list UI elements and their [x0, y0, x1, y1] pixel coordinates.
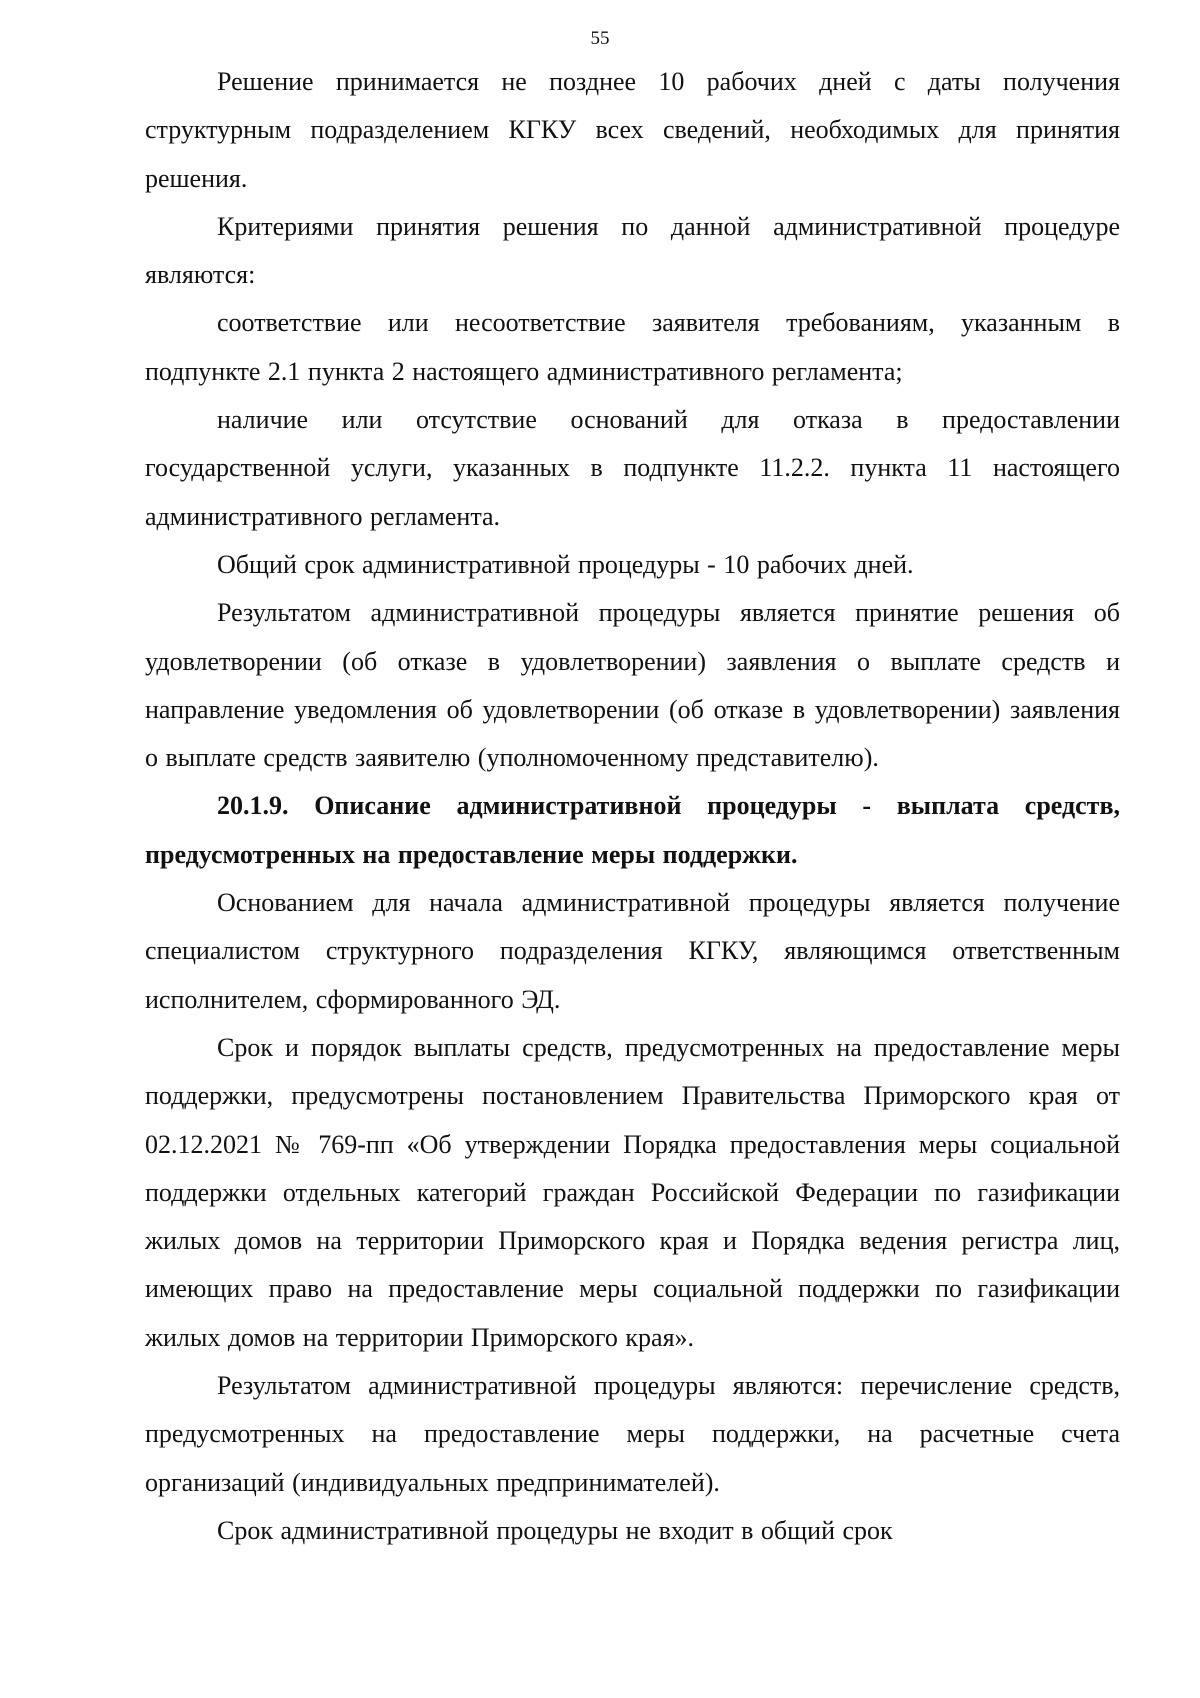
- section-heading-20-1-9: 20.1.9. Описание административной процедуры - выплата средств, предусмотренных на предоставление меры поддержки.: [145, 791, 1120, 869]
- page-number: 55: [590, 28, 610, 49]
- paragraph-procedure-basis: Основанием для начала административной процедуры является получение специалистом структурного подразделения КГКУ, являющимся ответственным исполнителем, сформированного ЭД.: [145, 888, 1120, 1014]
- paragraph-criteria-refusal-grounds: наличие или отсутствие оснований для отказа в предоставлении государственной услуги, указанных в подпункте 11.2.2. пункта 11 настоящего административного регламента.: [145, 405, 1120, 531]
- document-body: [145, 58, 1120, 1555]
- paragraph-total-term: Общий срок административной процедуры - 10 рабочих дней.: [217, 549, 914, 579]
- paragraph-criteria-compliance: соответствие или несоответствие заявителя требованиям, указанным в подпункте 2.1 пункта 2 настоящего административного регламента;: [145, 308, 1120, 386]
- paragraph-procedure-term: Срок административной процедуры не входит в общий срок: [217, 1515, 893, 1545]
- paragraph-decision-deadline: Решение принимается не позднее 10 рабочих дней с даты получения структурным подразделением КГКУ всех сведений, необходимых для принятия решения.: [145, 67, 1120, 193]
- paragraph-payment-result: Результатом административной процедуры являются: перечисление средств, предусмотренных на предоставление меры поддержки, на расчетные счета организаций (индивидуальных предпринимателей).: [145, 1371, 1120, 1497]
- paragraph-procedure-result: Результатом административной процедуры является принятие решения об удовлетворении (об отказе в удовлетворении) заявления о выплате средств и направление уведомления об удовлетворении (об отказе в удовлетворении) заявления о выплате средств заявителю (уполномоченному представителю).: [145, 598, 1120, 773]
- paragraph-criteria-intro: Критериями принятия решения по данной административной процедуре являются:: [145, 211, 1120, 290]
- paragraph-payment-order: Срок и порядок выплаты средств, предусмотренных на предоставление меры поддержки, предусмотрены постановлением Правительства Приморского края от 02.12.2021 № 769-пп «Об утверждении Порядка предоставления меры социальной поддержки отдельных категорий граждан Российской Федерации по газификации жилых домов на территории Приморского края и Порядка ведения регистра лиц, имеющих право на предоставление меры социальной поддержки по газификации жилых домов на территории Приморского края».: [145, 1032, 1120, 1352]
